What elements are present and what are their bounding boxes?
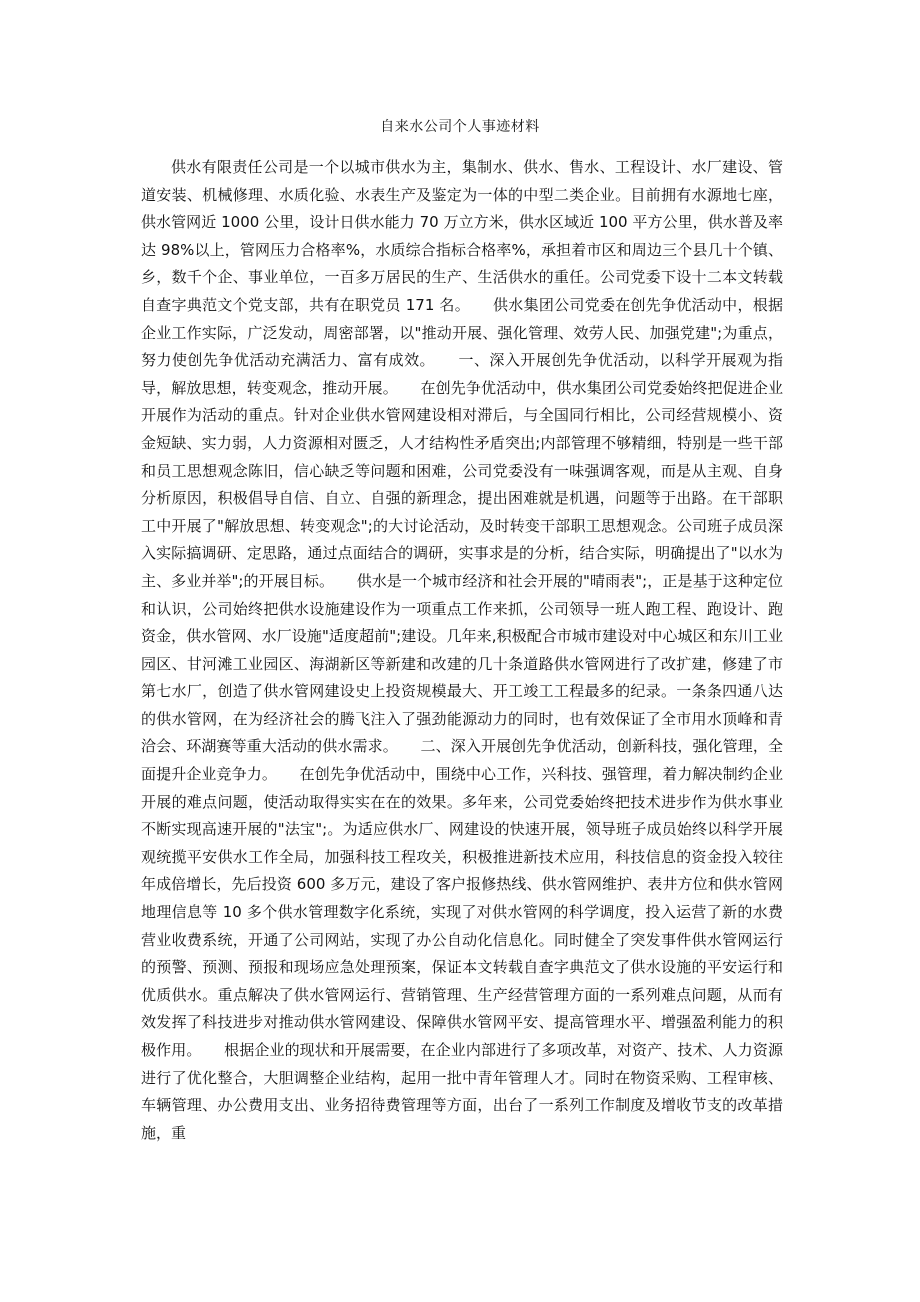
document-title: 自来水公司个人事迹材料 [380, 119, 540, 135]
document-body-paragraph: 供水有限责任公司是一个以城市供水为主，集制水、供水、售水、工程设计、水厂建设、管道安装、机械修理、水质化验、水表生产及鉴定为一体的中型二类企业。目前拥有水源地七座，供水管网近 1000 公里，设计日供水能力 70 万立方米，供水区域近 100 平方公里，供水普及率达 98%以上，管网压力合格率%，水质综合指标合格率%，承担着市区和周边三个县几十个镇、乡，数千个企、事业单位，一百多万居民的生产、生活供水的重任。公司党委下设十二本文转载自查字典范文个党支部，共有在职党员 171 名。 供水集团公司党委在创先争优活动中，根据企业工作实际，广泛发动，周密部署，以"推动开展、强化管理、效劳人民、加强党建";为重点，努力使创先争优活动充满活力、富有成效。 一、深入开展创先争优活动，以科学开展观为指导，解放思想，转变观念，推动开展。 在创先争优活动中，供水集团公司党委始终把促进企业开展作为活动的重点。针对企业供水管网建设相对滞后，与全国同行相比，公司经营规模小、资金短缺、实力弱，人力资源相对匮乏，人才结构性矛盾突出;内部管理不够精细，特别是一些干部和员工思想观念陈旧，信心缺乏等问题和困难，公司党委没有一味强调客观，而是从主观、自身分析原因，积极倡导自信、自立、自强的新理念，提出困难就是机遇，问题等于出路。在干部职工中开展了"解放思想、转变观念";的大讨论活动，及时转变干部职工思想观念。公司班子成员深入实际搞调研、定思路，通过点面结合的调研，实事求是的分析，结合实际，明确提出了"以水为主、多业并举";的开展目标。 供水是一个城市经济和社会开展的"晴雨表";，正是基于这种定位和认识，公司始终把供水设施建设作为一项重点工作来抓，公司领导一班人跑工程、跑设计、跑资金，供水管网、水厂设施"适度超前";建设。几年来,积极配合市城市建设对中心城区和东川工业园区、甘河滩工业园区、海湖新区等新建和改建的几十条道路供水管网进行了改扩建，修建了市第七水厂，创造了供水管网建设史上投资规模最大、开工竣工工程最多的纪录。一条条四通八达的供水管网，在为经济社会的腾飞注入了强劲能源动力的同时，也有效保证了全市用水顶峰和青洽会、环湖赛等重大活动的供水需求。 二、深入开展创先争优活动，创新科技，强化管理，全面提升企业竞争力。 在创先争优活动中，围绕中心工作，兴科技、强管理，着力解决制约企业开展的难点问题，使活动取得实实在在的效果。多年来，公司党委始终把技术进步作为供水事业不断实现高速开展的"法宝";。为适应供水厂、网建设的快速开展，领导班子成员始终以科学开展观统揽平安供水工作全局，加强科技工程攻关，积极推进新技术应用，科技信息的资金投入较往年成倍增长，先后投资 600 多万元，建设了客户报修热线、供水管网维护、表井方位和供水管网地理信息等 10 多个供水管理数字化系统，实现了对供水管网的科学调度，投入运营了新的水费营业收费系统，开通了公司网站，实现了办公自动化信息化。同时健全了突发事件供水管网运行的预警、预测、预报和现场应急处理预案，保证本文转载自查字典范文了供水设施的平安运行和优质供水。重点解决了供水管网运行、营销管理、生产经营管理方面的一系列难点问题，从而有效发挥了科技进步对推动供水管网建设、保障供水管网平安、提高管理水平、增强盈利能力的积极作用。 根据企业的现状和开展需要，在企业内部进行了多项改革，对资产、技术、人力资源进行了优化整合，大胆调整企业结构，起用一批中青年管理人才。同时在物资采购、工程审核、车辆管理、办公费用支出、业务招待费管理等方面，出台了一系列工作制度及增收节支的改革措施，重 [141, 158, 783, 1142]
